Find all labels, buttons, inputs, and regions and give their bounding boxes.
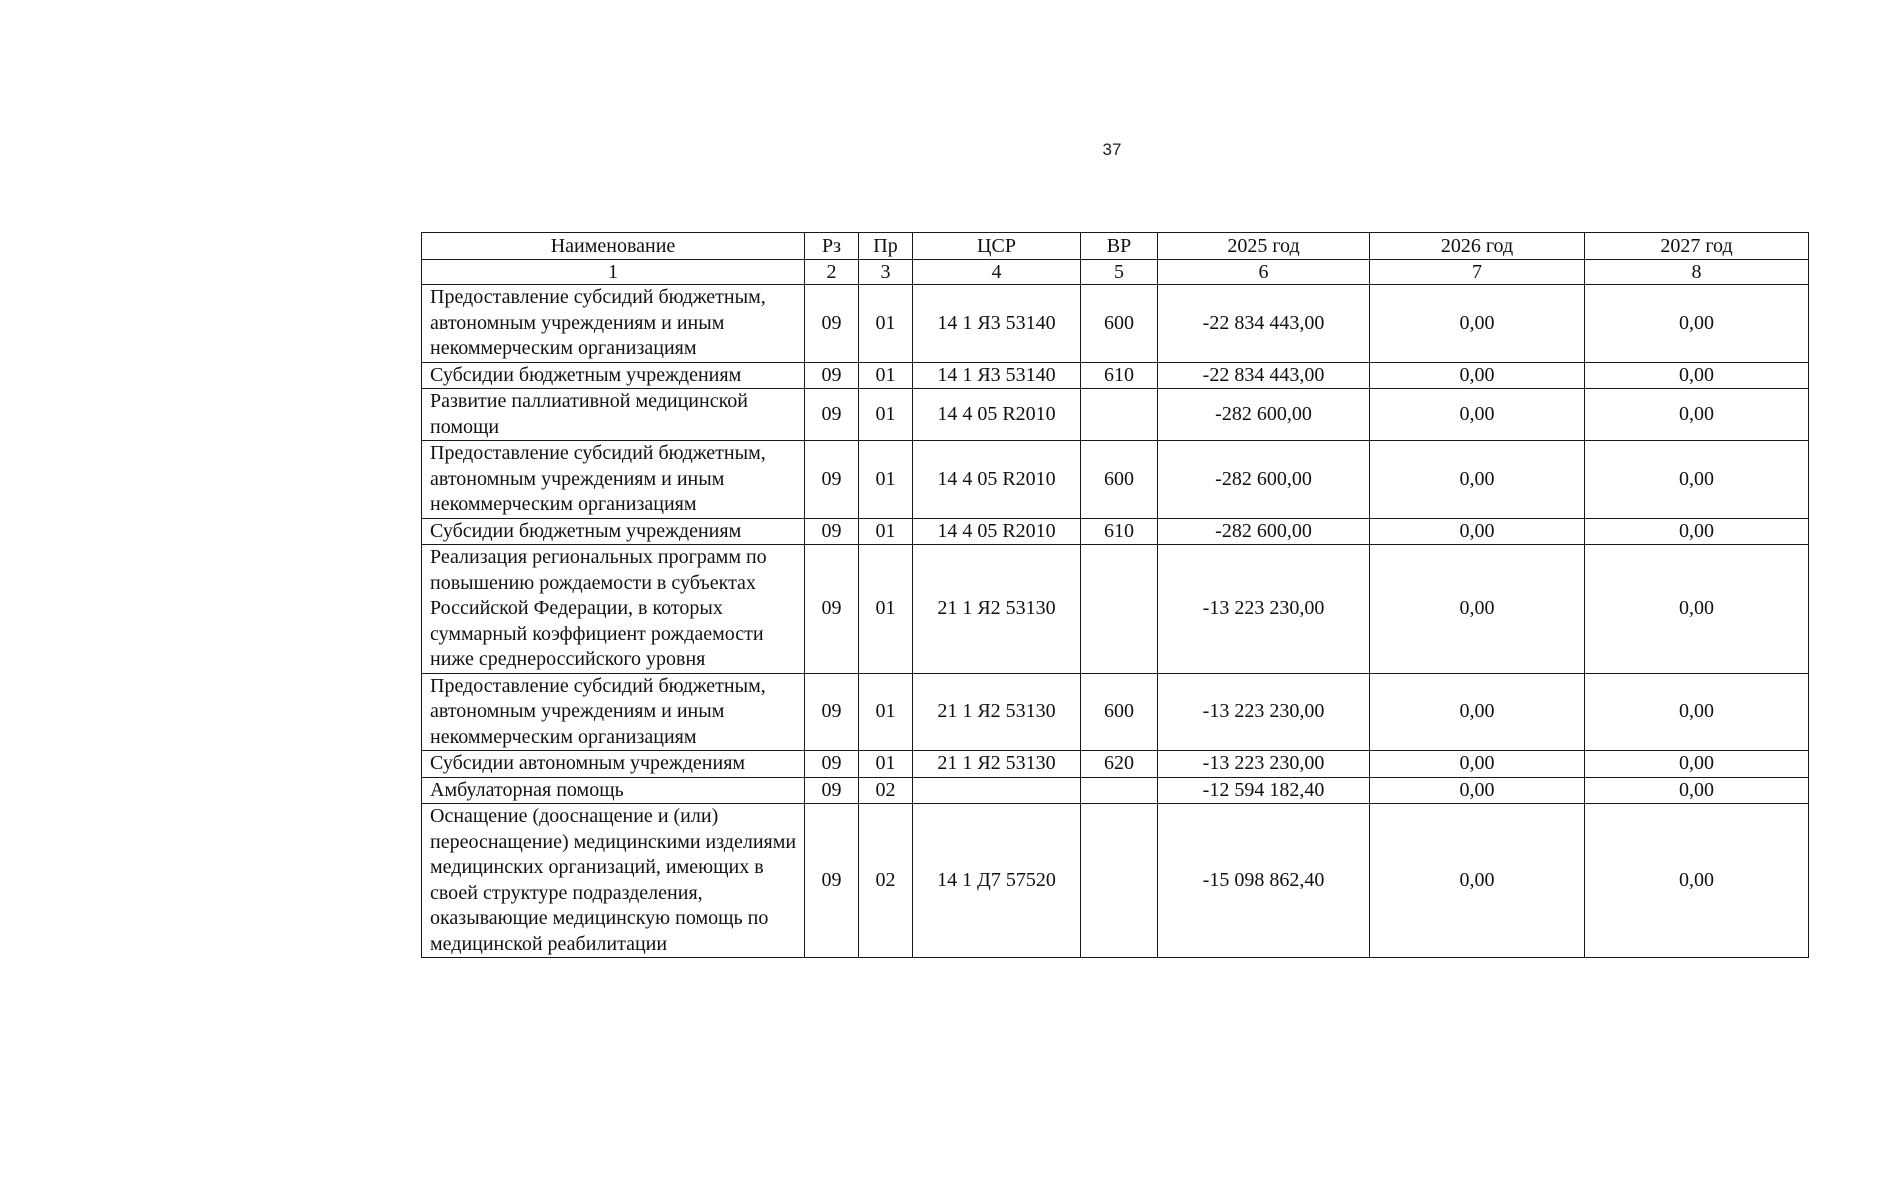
header-2026: 2026 год — [1370, 233, 1585, 260]
table-row — [422, 285, 1809, 363]
row-vr — [1081, 804, 1158, 958]
row-name: Реализация региональных программ по повышению рождаемости в субъектах Российской Федерации, в которых суммарный коэффициент рождаемости ниже среднероссийского уровня — [422, 545, 805, 674]
header-name: Наименование — [422, 233, 805, 260]
row-vr: 600 — [1081, 441, 1158, 519]
column-number: 5 — [1081, 260, 1158, 285]
row-csr: 21 1 Я2 53130 — [913, 673, 1081, 751]
row-2027: 0,00 — [1585, 518, 1809, 545]
header-2025: 2025 год — [1158, 233, 1370, 260]
table-row — [422, 673, 1809, 751]
row-2027: 0,00 — [1585, 362, 1809, 389]
row-2027: 0,00 — [1585, 285, 1809, 363]
header-pr: Пр — [859, 233, 913, 260]
row-rz: 09 — [805, 673, 859, 751]
row-csr — [913, 777, 1081, 804]
row-2025: -282 600,00 — [1158, 518, 1370, 545]
row-name: Предоставление субсидий бюджетным, автономным учреждениям и иным некоммерческим организациям — [422, 441, 805, 519]
row-2027: 0,00 — [1585, 389, 1809, 441]
column-number: 8 — [1585, 260, 1809, 285]
row-csr: 14 1 Я3 53140 — [913, 362, 1081, 389]
row-pr: 02 — [859, 804, 913, 958]
row-pr: 01 — [859, 751, 913, 778]
row-rz: 09 — [805, 362, 859, 389]
row-pr: 02 — [859, 777, 913, 804]
column-number: 6 — [1158, 260, 1370, 285]
row-2027: 0,00 — [1585, 545, 1809, 674]
row-vr: 600 — [1081, 673, 1158, 751]
row-name: Развитие паллиативной медицинской помощи — [422, 389, 805, 441]
row-2026: 0,00 — [1370, 673, 1585, 751]
table-row — [422, 751, 1809, 778]
row-vr — [1081, 777, 1158, 804]
row-pr: 01 — [859, 441, 913, 519]
header-csr: ЦСР — [913, 233, 1081, 260]
row-name: Предоставление субсидий бюджетным, автономным учреждениям и иным некоммерческим организациям — [422, 673, 805, 751]
row-2026: 0,00 — [1370, 751, 1585, 778]
row-2025: -13 223 230,00 — [1158, 751, 1370, 778]
row-2027: 0,00 — [1585, 777, 1809, 804]
column-number: 1 — [422, 260, 805, 285]
table-row — [422, 545, 1809, 674]
row-vr: 620 — [1081, 751, 1158, 778]
table-row — [422, 389, 1809, 441]
row-name: Оснащение (дооснащение и (или) переоснащение) медицинскими изделиями медицинских организаций, имеющих в своей структуре подразделения, оказывающие медицинскую помощь по медицинской реабилитации — [422, 804, 805, 958]
row-vr — [1081, 545, 1158, 674]
row-2027: 0,00 — [1585, 673, 1809, 751]
row-2025: -22 834 443,00 — [1158, 362, 1370, 389]
row-2025: -15 098 862,40 — [1158, 804, 1370, 958]
row-csr: 14 4 05 R2010 — [913, 441, 1081, 519]
header-vr: ВР — [1081, 233, 1158, 260]
row-name: Амбулаторная помощь — [422, 777, 805, 804]
row-2026: 0,00 — [1370, 389, 1585, 441]
column-number: 7 — [1370, 260, 1585, 285]
table-row — [422, 518, 1809, 545]
column-number: 2 — [805, 260, 859, 285]
row-csr: 14 1 Я3 53140 — [913, 285, 1081, 363]
row-vr — [1081, 389, 1158, 441]
row-2027: 0,00 — [1585, 804, 1809, 958]
row-rz: 09 — [805, 441, 859, 519]
row-csr: 21 1 Я2 53130 — [913, 545, 1081, 674]
row-rz: 09 — [805, 518, 859, 545]
row-rz: 09 — [805, 285, 859, 363]
page-number: 37 — [1102, 140, 1122, 159]
table-row — [422, 777, 1809, 804]
row-2027: 0,00 — [1585, 751, 1809, 778]
budget-table — [421, 232, 1809, 958]
row-2025: -282 600,00 — [1158, 389, 1370, 441]
header-row — [422, 233, 1809, 260]
row-pr: 01 — [859, 545, 913, 674]
row-2026: 0,00 — [1370, 804, 1585, 958]
row-pr: 01 — [859, 389, 913, 441]
row-rz: 09 — [805, 389, 859, 441]
row-vr: 600 — [1081, 285, 1158, 363]
row-rz: 09 — [805, 804, 859, 958]
row-2025: -282 600,00 — [1158, 441, 1370, 519]
row-pr: 01 — [859, 673, 913, 751]
row-2026: 0,00 — [1370, 545, 1585, 674]
row-2025: -13 223 230,00 — [1158, 673, 1370, 751]
header-2027: 2027 год — [1585, 233, 1809, 260]
row-2025: -22 834 443,00 — [1158, 285, 1370, 363]
row-csr: 14 1 Д7 57520 — [913, 804, 1081, 958]
row-pr: 01 — [859, 518, 913, 545]
header-rz: Рз — [805, 233, 859, 260]
row-2025: -12 594 182,40 — [1158, 777, 1370, 804]
table-row — [422, 362, 1809, 389]
column-number: 3 — [859, 260, 913, 285]
column-number-row — [422, 260, 1809, 285]
row-pr: 01 — [859, 285, 913, 363]
row-name: Субсидии автономным учреждениям — [422, 751, 805, 778]
row-2026: 0,00 — [1370, 777, 1585, 804]
row-2026: 0,00 — [1370, 362, 1585, 389]
row-rz: 09 — [805, 545, 859, 674]
row-2025: -13 223 230,00 — [1158, 545, 1370, 674]
column-number: 4 — [913, 260, 1081, 285]
row-2026: 0,00 — [1370, 441, 1585, 519]
row-2026: 0,00 — [1370, 518, 1585, 545]
row-2026: 0,00 — [1370, 285, 1585, 363]
row-name: Субсидии бюджетным учреждениям — [422, 518, 805, 545]
row-rz: 09 — [805, 751, 859, 778]
row-csr: 14 4 05 R2010 — [913, 518, 1081, 545]
row-csr: 21 1 Я2 53130 — [913, 751, 1081, 778]
row-name: Субсидии бюджетным учреждениям — [422, 362, 805, 389]
table-row — [422, 804, 1809, 958]
row-vr: 610 — [1081, 518, 1158, 545]
row-csr: 14 4 05 R2010 — [913, 389, 1081, 441]
row-name: Предоставление субсидий бюджетным, автономным учреждениям и иным некоммерческим организациям — [422, 285, 805, 363]
row-vr: 610 — [1081, 362, 1158, 389]
table-row — [422, 441, 1809, 519]
row-rz: 09 — [805, 777, 859, 804]
row-pr: 01 — [859, 362, 913, 389]
row-2027: 0,00 — [1585, 441, 1809, 519]
